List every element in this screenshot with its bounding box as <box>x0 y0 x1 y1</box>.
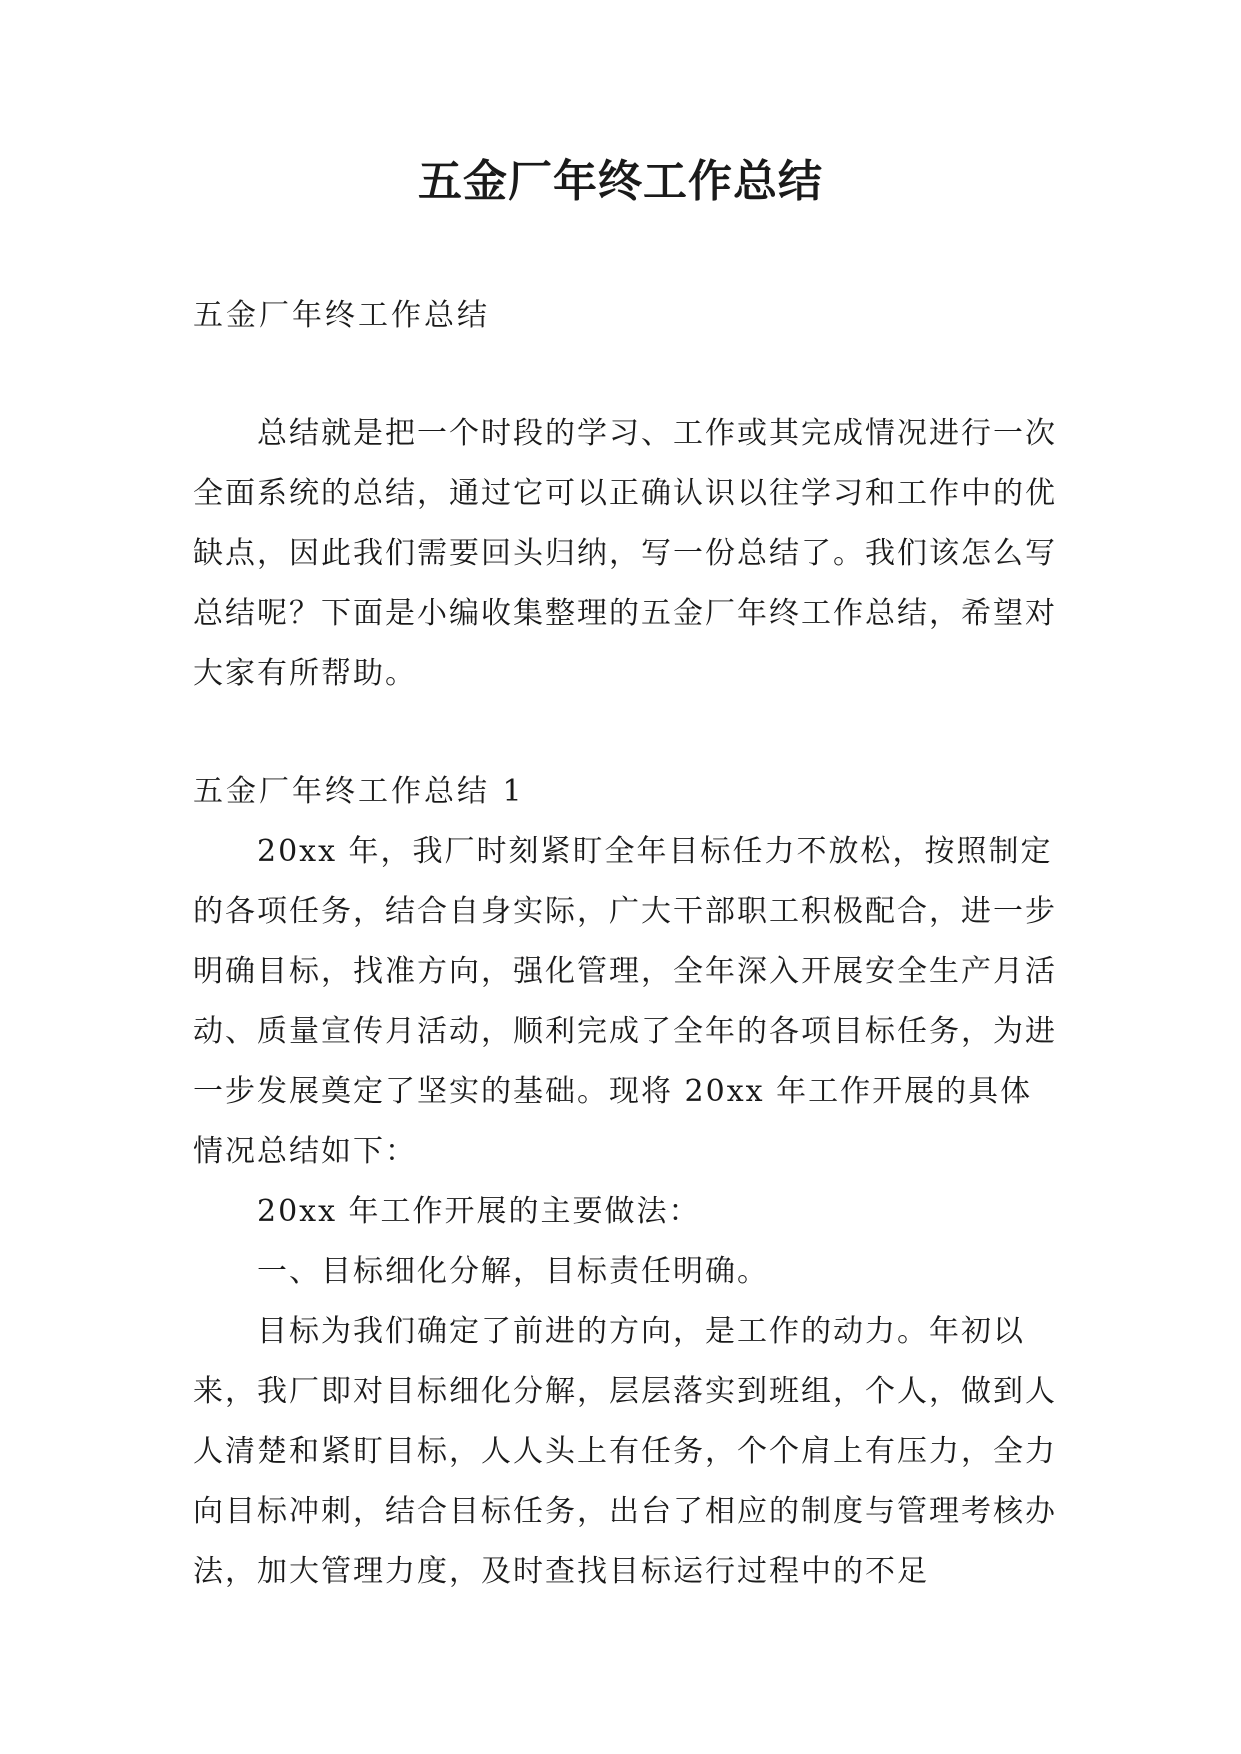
list-item-heading: 一、目标细化分解，目标责任明确。 <box>257 1254 769 1289</box>
body-paragraph: 20xx 年，我厂时刻紧盯全年目标任力不放松，按照制定的各项任务，结合自身实际，广大干部职工积极配合，进一步明确目标，找准方向，强化管理，全年深入开展安全生产月活动、质量宣传月活动，顺利完成了全年的各项目标任务，为进一步发展奠定了坚实的基础。现将 20xx 年工作开展的具体情况总结如下： <box>193 834 1057 1169</box>
document-subtitle: 五金厂年终工作总结 <box>193 298 490 333</box>
body-paragraph: 目标为我们确定了前进的方向，是工作的动力。年初以来，我厂即对目标细化分解，层层落实到班组，个人，做到人人清楚和紧盯目标，人人头上有任务，个个肩上有压力，全力向目标冲刺，结合目标任务，出台了相应的制度与管理考核办法，加大管理力度，及时查找目标运行过程中的不足 <box>193 1314 1057 1589</box>
section-heading: 五金厂年终工作总结 1 <box>193 774 525 809</box>
body-paragraph: 20xx 年工作开展的主要做法： <box>257 1194 701 1229</box>
document-body <box>193 286 1059 1602</box>
document-title: 五金厂年终工作总结 <box>418 156 823 207</box>
intro-paragraph: 总结就是把一个时段的学习、工作或其完成情况进行一次全面系统的总结，通过它可以正确认识以往学习和工作中的优缺点，因此我们需要回头归纳，写一份总结了。我们该怎么写总结呢？下面是小编收集整理的五金厂年终工作总结，希望对大家有所帮助。 <box>193 416 1057 691</box>
